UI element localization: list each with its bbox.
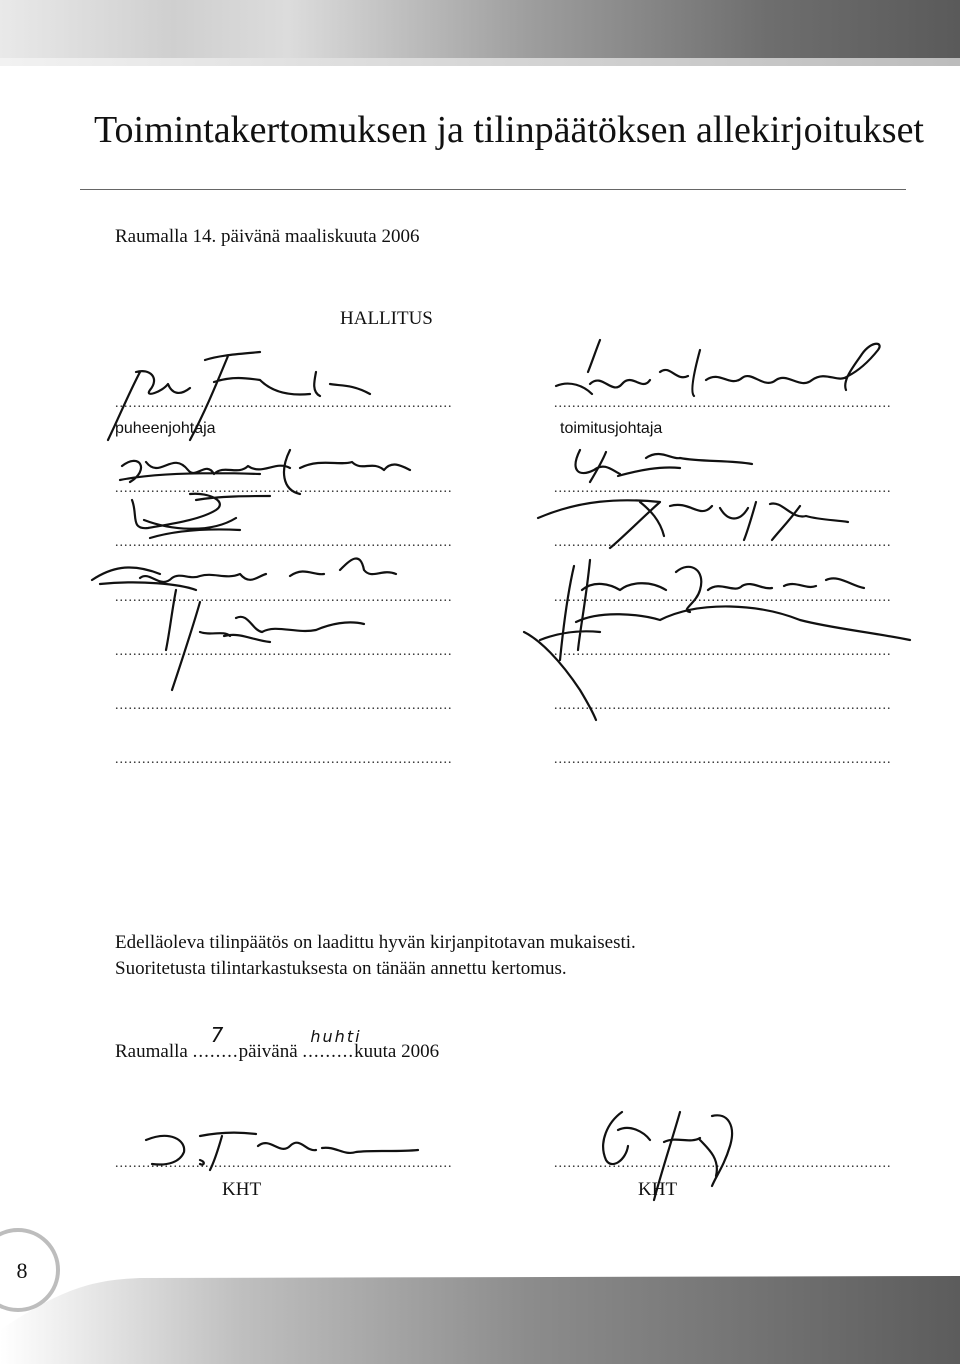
audit-date-word-day: päivänä — [238, 1041, 298, 1062]
signature-ceo — [556, 340, 880, 396]
auditor-signature-line: ........................................................................... — [115, 1156, 453, 1171]
audit-date — [115, 1023, 440, 1063]
signature-line: ........................................................................... — [115, 752, 453, 767]
page-title: Toimintakertomuksen ja tilinpäätöksen allekirjoitukset — [94, 109, 924, 151]
header-band-shadow — [0, 58, 960, 66]
signature-line: ........................................................................... — [554, 752, 892, 767]
role-ceo: toimitusjohtaja — [560, 420, 663, 437]
title-divider — [80, 189, 906, 190]
auditor-signature-line: ........................................................................... — [554, 1156, 892, 1171]
auditor-title-right: KHT — [638, 1179, 678, 1200]
statement-line-1: Edelläoleva tilinpäätös on laadittu hyvän kirjanpitotavan mukaisesti. — [115, 932, 636, 953]
board-heading: HALLITUS — [340, 308, 433, 329]
footer-swoosh-graphic — [0, 1220, 960, 1364]
page-number: 8 — [16, 1258, 28, 1283]
place-date: Raumalla 14. päivänä maaliskuuta 2006 — [115, 226, 420, 247]
auditor-title-left: KHT — [222, 1179, 262, 1200]
statement-line-2: Suoritetusta tilintarkastuksesta on tänään annettu kertomus. — [115, 958, 567, 979]
audit-date-suffix: kuuta 2006 — [354, 1041, 440, 1062]
signature-line: ........................................................................... — [115, 396, 453, 411]
signature-line: ........................................................................... — [554, 396, 892, 411]
role-chairman: puheenjohtaja — [115, 420, 216, 437]
signature-line: ........................................................................... — [115, 481, 453, 496]
signature-line: ........................................................................... — [554, 535, 892, 550]
header-band — [0, 0, 960, 58]
signature-line: ........................................................................... — [554, 481, 892, 496]
signature-line: ........................................................................... — [554, 644, 892, 659]
signature-line: ........................................................................... — [115, 698, 453, 713]
signature-board-r2 — [576, 450, 752, 482]
signature-line: ........................................................................... — [554, 590, 892, 605]
audit-day-handwritten: 7 — [210, 1023, 224, 1047]
signature-line: ........................................................................... — [554, 698, 892, 713]
audit-month-handwritten: huhti — [310, 1027, 362, 1046]
signature-line: ........................................................................... — [115, 644, 453, 659]
signature-line: ........................................................................... — [115, 590, 453, 605]
audit-day-dots: ........ — [192, 1041, 239, 1062]
signature-board-r4 — [524, 560, 910, 720]
audit-date-prefix: Raumalla — [115, 1041, 188, 1062]
signature-line: ........................................................................... — [115, 535, 453, 550]
audit-month-dots: ......... — [302, 1041, 355, 1062]
